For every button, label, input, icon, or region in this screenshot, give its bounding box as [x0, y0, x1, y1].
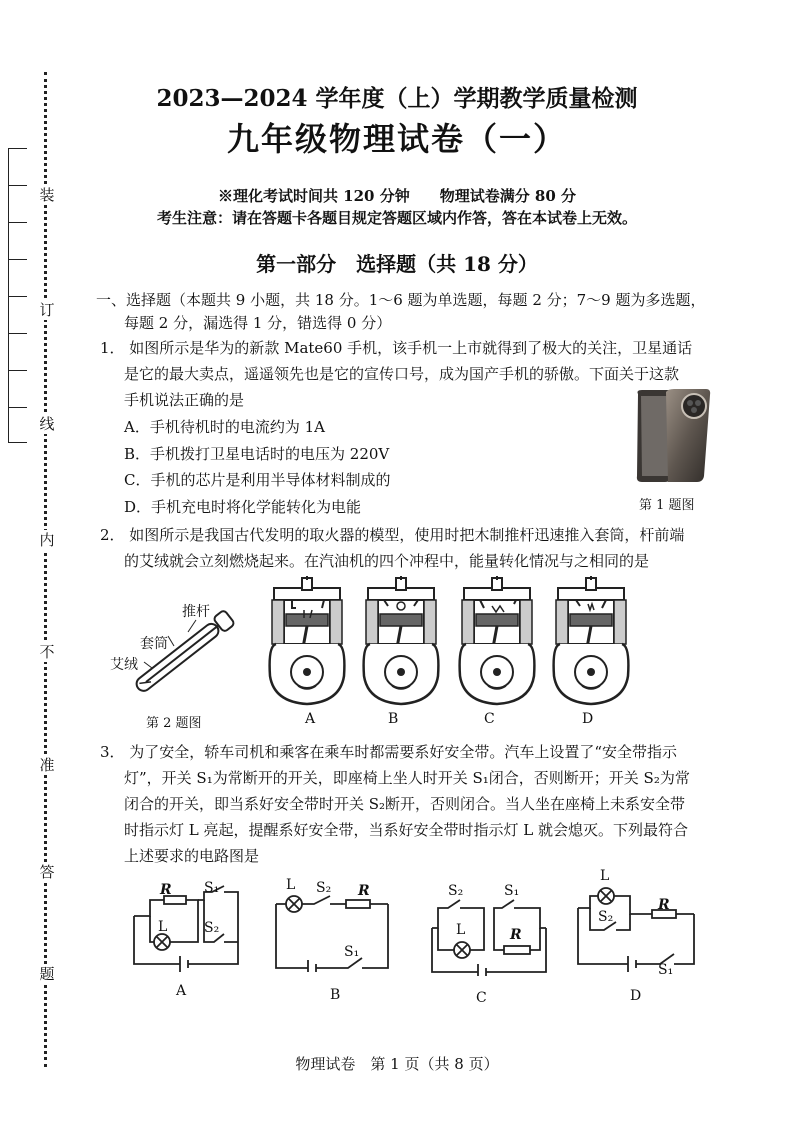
option-b: B．手机拨打卫星电话时的电压为 220V: [124, 445, 390, 463]
circuit-d: [574, 866, 704, 976]
binding-char: 订: [37, 300, 57, 320]
circuit-a-label-s2: S₂: [204, 920, 220, 936]
circuit-d-option: D: [630, 988, 642, 1004]
figure-caption: 第 1 题图: [639, 498, 695, 513]
engine-label-a: A: [305, 711, 316, 727]
question-text: 时指示灯 L 亮起，提醒系好安全带，当系好安全带时指示灯 L 就会熄灭。下列最符合: [124, 821, 688, 839]
part-title: 第一部分 选择题（共 18 分）: [256, 252, 538, 276]
question-text: 2． 如图所示是我国古代发明的取火器的模型，使用时把木制推杆迅速推入套筒，杆前端: [100, 526, 685, 544]
label-push-rod: 推杆: [182, 604, 210, 620]
engine-label-d: D: [582, 711, 594, 727]
circuit-d-label-s2: S₂: [598, 909, 614, 925]
option-c: C．手机的芯片是利用半导体材料制成的: [124, 471, 391, 489]
binding-char: 线: [37, 414, 57, 434]
circuit-b-label-s2: S₂: [316, 880, 332, 896]
circuit-c: [426, 880, 556, 976]
circuit-a-label-r: R: [160, 882, 172, 898]
binding-char: 题: [37, 964, 57, 984]
phone-image: [632, 388, 714, 484]
circuit-a: [120, 876, 250, 972]
engine-stroke-a: [268, 576, 348, 708]
figure-caption: 第 2 题图: [146, 716, 202, 731]
binding-char: 不: [37, 642, 57, 662]
exam-time-note: ※理化考试时间共 120 分钟 物理试卷满分 80 分: [217, 187, 577, 205]
circuit-b-option: B: [330, 987, 341, 1003]
label-sleeve: 套筒: [140, 636, 168, 652]
circuit-d-label-r: R: [658, 897, 670, 913]
question-text: 的艾绒就会立刻燃烧起来。在汽油机的四个冲程中，能量转化情况与之相同的是: [124, 552, 650, 570]
circuit-a-option: A: [176, 983, 187, 999]
circuit-c-label-s1: S₁: [504, 883, 520, 899]
circuit-c-option: C: [476, 990, 487, 1006]
option-d: D．手机充电时将化学能转化为电能: [124, 498, 362, 516]
circuit-a-label-l: L: [158, 919, 168, 935]
engine-label-b: B: [388, 711, 399, 727]
question-text: 是它的最大卖点，遥遥领先也是它的宣传口号，成为国产手机的骄傲。下面关于这款: [124, 365, 680, 383]
question-text: 1． 如图所示是华为的新款 Mate60 手机，该手机一上市就得到了极大的关注，卫星通话: [100, 339, 693, 357]
option-a: A．手机待机时的电流约为 1A: [124, 418, 325, 436]
question-text: 闭合的开关，即当系好安全带时开关 S₂断开，否则闭合。当人坐在座椅上未系安全带: [124, 795, 686, 813]
circuit-b-label-s1: S₁: [344, 944, 360, 960]
circuit-c-label-l: L: [456, 922, 466, 938]
question-text: 3． 为了安全，轿车司机和乘客在乘车时都需要系好安全带。汽车上设置了“安全带指示: [100, 743, 677, 761]
exam-session-title: 2023—2024 学年度（上）学期教学质量检测: [156, 85, 638, 112]
circuit-a-label-s1: S₁: [204, 880, 220, 896]
question-text: 上述要求的电路图是: [124, 847, 260, 865]
circuit-c-label-r: R: [510, 927, 522, 943]
engine-stroke-c: [458, 576, 538, 708]
binding-char: 内: [37, 530, 57, 550]
circuit-d-label-s1: S₁: [658, 962, 674, 978]
binding-char: 答: [37, 862, 57, 882]
exam-instruction-note: 考生注意：请在答题卡各题目规定答题区域内作答，答在本试卷上无效。: [156, 209, 637, 227]
label-moxa: 艾绒: [110, 657, 138, 673]
section-instruction: 一、选择题（本题共 9 小题，共 18 分。1～6 题为单选题，每题 2 分；7～9 题为多选题，: [96, 291, 706, 309]
circuit-c-label-s2: S₂: [448, 883, 464, 899]
engine-stroke-b: [362, 576, 442, 708]
section-instruction: 每题 2 分，漏选得 1 分，错选得 0 分）: [124, 314, 392, 332]
exam-paper-title: 九年级物理试卷（一）: [226, 120, 567, 158]
circuit-b-label-l: L: [286, 877, 296, 893]
question-text: 灯”，开关 S₁为常断开的开关，即座椅上坐人时开关 S₁闭合，否则断开；开关 S₂为常: [124, 769, 690, 787]
binding-char: 装: [37, 185, 57, 205]
binding-char: 准: [37, 755, 57, 775]
engine-label-c: C: [484, 711, 495, 727]
engine-stroke-d: [552, 576, 632, 708]
question-text: 手机说法正确的是: [124, 391, 245, 409]
circuit-d-label-l: L: [600, 868, 610, 884]
page-footer: 物理试卷 第 1 页（共 8 页）: [295, 1055, 499, 1073]
circuit-b-label-r: R: [358, 883, 370, 899]
